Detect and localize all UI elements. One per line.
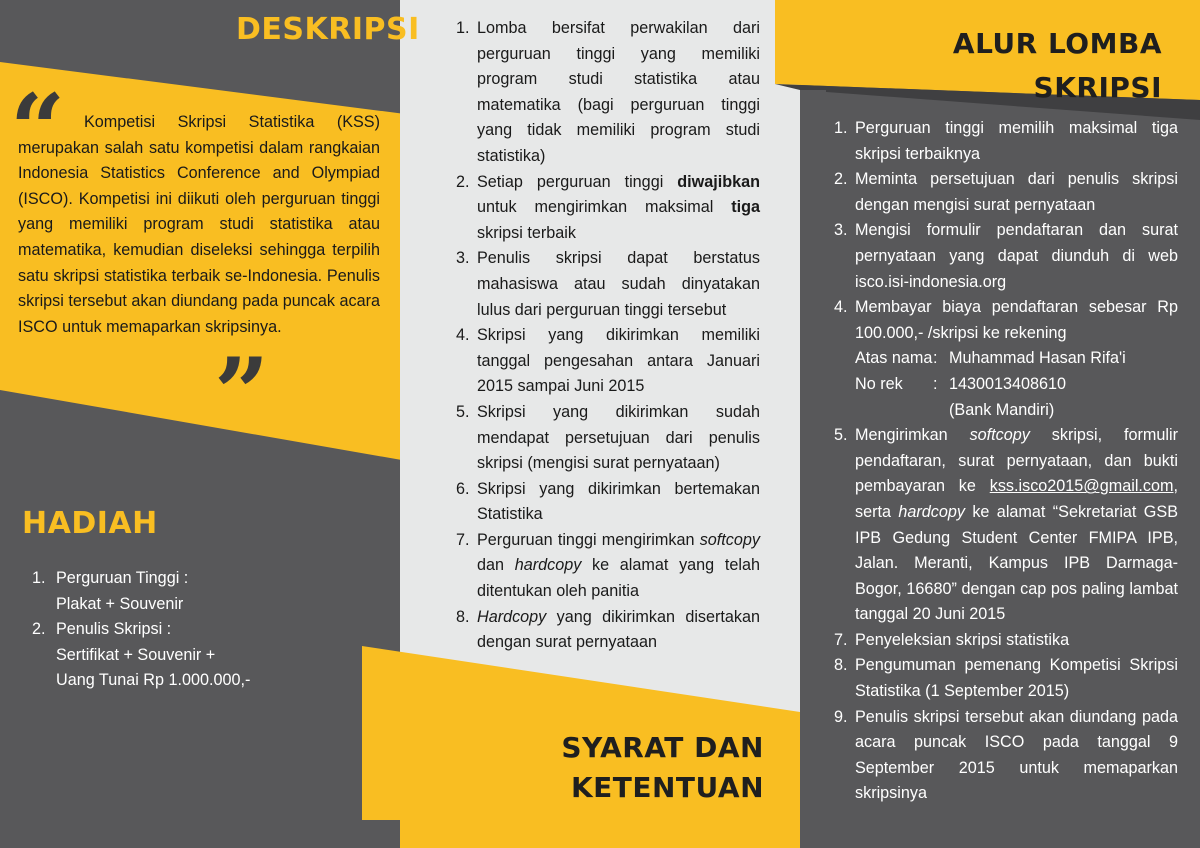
bank-name: (Bank Mandiri): [949, 400, 1055, 419]
list-text-italic: hardcopy: [514, 556, 582, 575]
syarat-list: [456, 16, 760, 656]
list-item: [456, 528, 760, 605]
list-text: dan: [477, 556, 515, 575]
list-number: 3.: [834, 221, 848, 240]
list-text: ke alamat yang telah ditentukan oleh panitia: [477, 556, 760, 601]
account-number-row: [855, 372, 1178, 398]
list-number: 1.: [456, 19, 470, 37]
syarat-title-line: SYARAT DAN: [561, 731, 764, 764]
list-item: [456, 323, 760, 400]
colon: :: [933, 349, 938, 368]
list-text: Perguruan tinggi mengirimkan: [477, 530, 700, 549]
account-number-label: No rek: [855, 374, 903, 393]
list-item: [834, 653, 1178, 704]
list-text: Penulis skripsi dapat berstatus mahasiswa atau sudah dinyatakan lulus dari perguruan tinggi tersebut: [477, 249, 760, 319]
list-text: Skripsi yang dikirimkan bertemakan Statistika: [477, 479, 760, 524]
list-text: , serta: [855, 477, 1178, 521]
alur-title-line: SKRIPSI: [1033, 71, 1162, 104]
hadiah-item-prize: Plakat + Souvenir: [56, 594, 184, 613]
list-text-italic: softcopy: [699, 530, 760, 549]
list-item: [32, 617, 362, 694]
open-quote-icon: “: [10, 73, 66, 186]
list-number: 5.: [834, 426, 848, 445]
list-item: [834, 628, 1178, 654]
list-item: [834, 167, 1178, 218]
list-number: 3.: [456, 249, 470, 268]
list-item: [834, 705, 1178, 807]
account-number-value: 1430013408610: [949, 374, 1067, 393]
account-name-label: Atas nama: [855, 349, 933, 368]
list-text: skripsi terbaik: [477, 223, 576, 242]
list-number: 7.: [456, 530, 470, 549]
list-text: Mengisi formulir pendaftaran dan surat pernyataan yang dapat diunduh di web isco.isi-indonesia.org: [855, 221, 1178, 291]
list-item: [456, 605, 760, 656]
list-number: 8.: [456, 607, 470, 626]
hadiah-item-prize: Sertifikat + Souvenir +: [56, 645, 216, 664]
list-number: 2.: [32, 620, 46, 639]
list-text: Meminta persetujuan dari penulis skripsi dengan mengisi surat pernyataan: [855, 170, 1178, 214]
alur-list: [834, 116, 1178, 807]
list-text: Setiap perguruan tinggi: [477, 172, 678, 191]
list-text-bold: tiga: [731, 198, 760, 217]
list-text: skripsi, formulir pendaftaran, surat pernyataan, dan bukti pembayaran ke: [855, 426, 1178, 496]
list-item: [834, 423, 1178, 628]
list-number: 1.: [32, 569, 46, 587]
list-text: Pengumuman pemenang Kompetisi Skripsi Statistika (1 September 2015): [855, 656, 1178, 701]
list-text: Skripsi yang dikirimkan sudah mendapat persetujuan dari penulis skripsi (mengisi surat pernyataan): [477, 402, 760, 473]
list-text: Mengirimkan: [855, 426, 970, 445]
deskripsi-title: DESKRIPSI: [236, 12, 420, 47]
list-text: yang dikirimkan disertakan dengan surat pernyataan: [477, 607, 760, 652]
hadiah-item-title: Perguruan Tinggi :: [56, 569, 189, 587]
syarat-title-line: KETENTUAN: [570, 771, 764, 804]
list-number: 2.: [456, 172, 470, 191]
list-item: [834, 218, 1178, 295]
hadiah-list: [32, 566, 362, 694]
list-item: [456, 170, 760, 247]
list-text: Membayar biaya pendaftaran sebesar Rp 100.000,- /skripsi ke rekening: [855, 298, 1178, 342]
list-number: 8.: [834, 656, 848, 675]
syarat-title: [540, 728, 764, 808]
list-text: ke alamat “Sekretariat GSB IPB Gedung Student Center FMIPA IPB, Jalan. Meranti, Kampus IPB Darmaga-Bogor, 16680” dengan cap pos paling lambat tanggal 20 Juni 2015: [855, 502, 1178, 624]
list-text: Lomba bersifat perwakilan dari perguruan tinggi yang memiliki program studi statistika atau matematika (bagi perguruan tinggi yang tidak memiliki program studi statistika): [477, 19, 760, 165]
list-number: 7.: [834, 630, 848, 649]
alur-title: [900, 22, 1162, 110]
list-item: [456, 477, 760, 528]
list-number: 4.: [456, 326, 470, 345]
list-item: [456, 400, 760, 477]
list-number: 1.: [834, 119, 848, 137]
list-item: [834, 295, 1178, 423]
hadiah-item-prize: Uang Tunai Rp 1.000.000,-: [56, 671, 251, 690]
list-text: untuk mengirimkan maksimal: [477, 198, 732, 217]
list-text: Penyeleksian skripsi statistika: [855, 630, 1070, 649]
list-text-italic: softcopy: [969, 426, 1030, 445]
hadiah-item-title: Penulis Skripsi :: [56, 620, 172, 639]
account-name-value: Muhammad Hasan Rifa'i: [949, 349, 1126, 368]
list-number: 2.: [834, 170, 848, 189]
list-text-bold: diwajibkan: [677, 172, 760, 191]
deskripsi-body: Kompetisi Skripsi Statistika (KSS) merupakan salah satu kompetisi dalam rangkaian Indonesia Statistics Conference and Olympiad (ISCO). Kompetisi ini diikuti oleh perguruan tinggi yang memiliki program studi statistika atau matematika, kemudian diseleksi sehingga terpilih satu skripsi statistika terbaik se-Indonesia. Penulis skripsi tersebut akan diundang pada puncak acara ISCO untuk memaparkan skripsinya.: [18, 113, 380, 336]
deskripsi-text: [18, 110, 380, 340]
list-text: Perguruan tinggi memilih maksimal tiga skripsi terbaiknya: [855, 119, 1178, 163]
hadiah-title: HADIAH: [22, 506, 158, 541]
email-link[interactable]: kss.isco2015@gmail.com: [989, 477, 1174, 496]
account-name-row: [855, 346, 1178, 372]
list-item: [32, 566, 362, 617]
list-item: [456, 246, 760, 323]
list-item: [834, 116, 1178, 167]
list-number: 4.: [834, 298, 848, 317]
list-text: Penulis skripsi tersebut akan diundang pada acara puncak ISCO pada tanggal 9 September 2015 untuk memaparkan skripsinya: [855, 707, 1178, 803]
list-text-italic: hardcopy: [898, 502, 965, 521]
list-number: 6.: [456, 479, 470, 498]
list-text: Skripsi yang dikirimkan memiliki tanggal pengesahan antara Januari 2015 sampai Juni 2015: [477, 326, 760, 396]
alur-title-line: ALUR LOMBA: [952, 27, 1162, 60]
list-number: 5.: [456, 402, 470, 421]
right-column-edge: [800, 90, 826, 848]
list-number: 9.: [834, 707, 848, 726]
list-text-italic: Hardcopy: [477, 607, 547, 626]
list-item: [456, 16, 760, 170]
close-quote-icon: ”: [214, 337, 270, 450]
colon: :: [933, 374, 938, 393]
